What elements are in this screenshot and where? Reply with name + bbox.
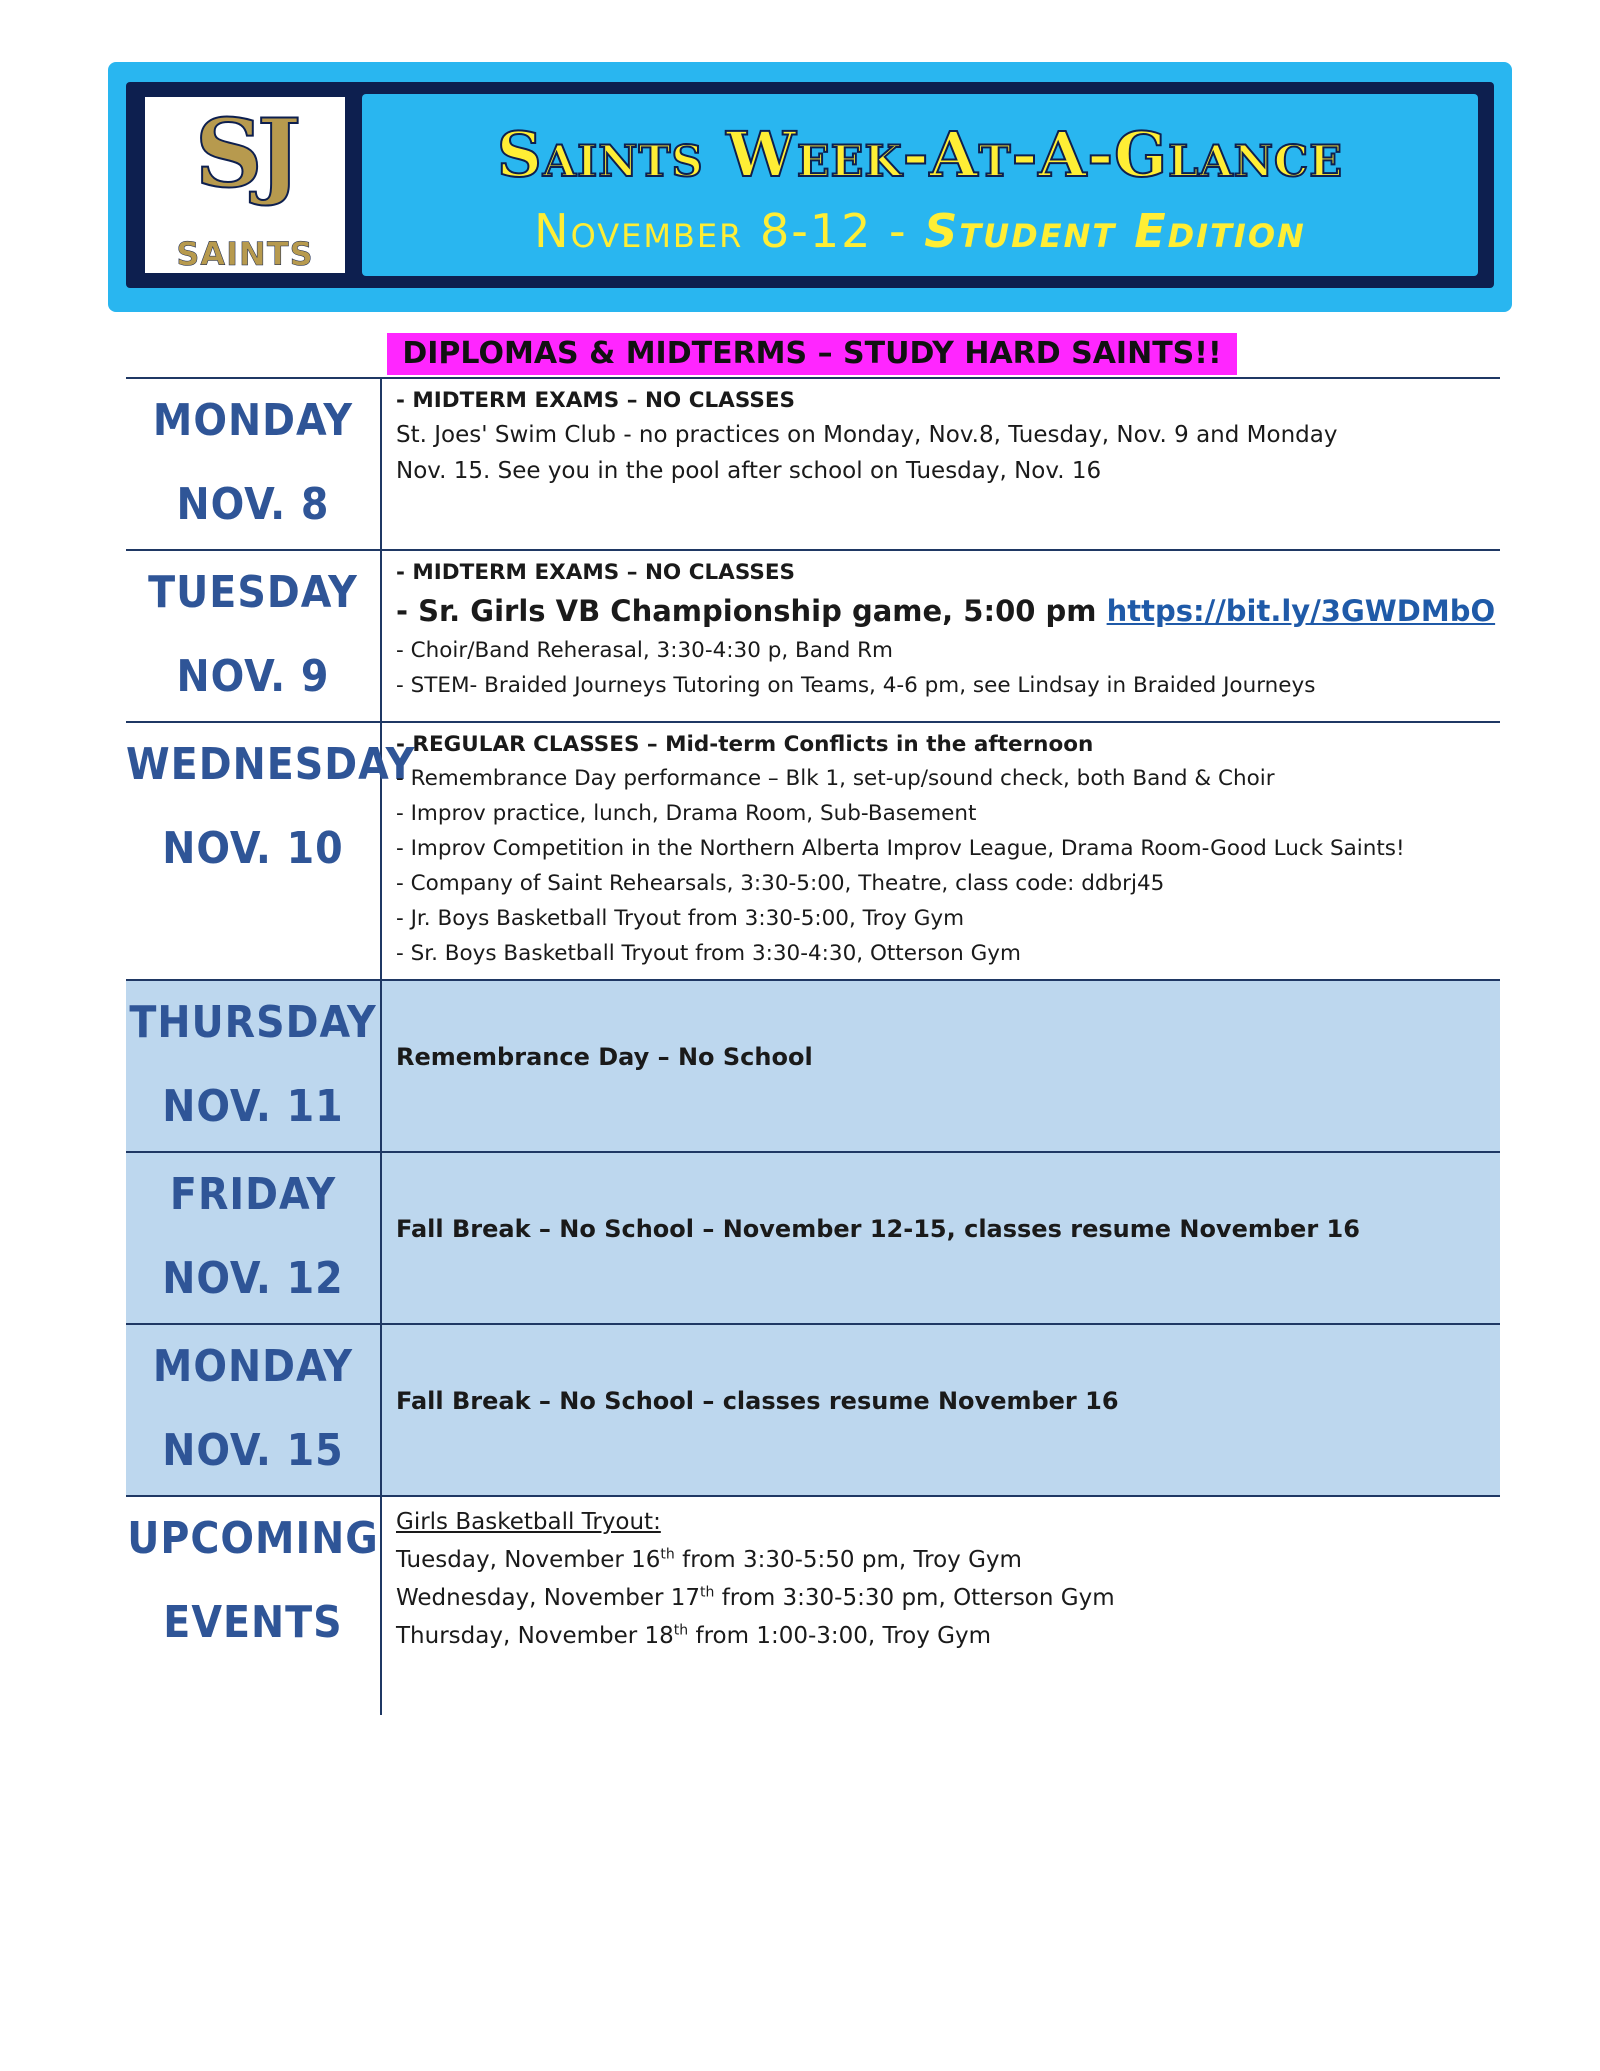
event-text: - Sr. Girls VB Championship game, 5:00 pm	[396, 594, 1107, 628]
day-name: WEDNESDAY	[126, 739, 416, 790]
day-cell	[126, 551, 382, 721]
logo-word: SAINTS	[176, 235, 314, 273]
header-banner-inner	[126, 82, 1494, 288]
schedule-row-monday-nov-8	[126, 377, 1500, 549]
day-name: FRIDAY	[169, 1169, 337, 1220]
schedule-row-upcoming-events	[126, 1495, 1500, 1715]
event-line: St. Joes' Swim Club - no practices on Monday, Nov.8, Tuesday, Nov. 9 and Monday	[396, 422, 1338, 448]
day-cell	[126, 1325, 382, 1495]
event-line: - Company of Saint Rehearsals, 3:30-5:00, Theatre, class code: ddbrj45	[396, 871, 1165, 896]
weekly-schedule	[126, 377, 1500, 1715]
event-line: - Improv practice, lunch, Drama Room, Sub-Basement	[396, 801, 977, 826]
upcoming-event	[396, 1579, 1492, 1617]
day-name: THURSDAY	[129, 997, 377, 1048]
ordinal-suffix: th	[660, 1546, 675, 1563]
event-line: Fall Break – No School – November 12-15, classes resume November 16	[396, 1215, 1360, 1243]
day-name: TUESDAY	[148, 567, 358, 618]
schedule-row-thursday-nov-11	[126, 979, 1500, 1151]
event-details: from 3:30-5:30 pm, Otterson Gym	[714, 1585, 1115, 1611]
event-line: - STEM- Braided Journeys Tutoring on Teams, 4-6 pm, see Lindsay in Braided Journeys	[396, 673, 1316, 698]
event-date: Wednesday, November 17	[396, 1585, 701, 1611]
header-banner	[108, 62, 1512, 312]
event-line: Fall Break – No School – classes resume November 16	[396, 1387, 1119, 1415]
event-line-featured	[396, 589, 1496, 633]
day-cell	[126, 1497, 382, 1715]
event-date: Tuesday, November 16	[396, 1547, 661, 1573]
event-date: Thursday, November 18	[396, 1623, 674, 1649]
ordinal-suffix: th	[700, 1584, 715, 1601]
day-cell	[126, 379, 382, 549]
page-title: Saints Week-At-A-Glance	[497, 118, 1343, 191]
day-content	[396, 729, 1492, 971]
event-line: Remembrance Day – No School	[396, 1043, 813, 1071]
event-line: - MIDTERM EXAMS – NO CLASSES	[396, 388, 795, 413]
day-content	[396, 1503, 1492, 1655]
day-cell	[126, 1153, 382, 1323]
event-line: - Remembrance Day performance – Blk 1, set-up/sound check, both Band & Choir	[396, 766, 1275, 791]
day-content	[396, 557, 1496, 703]
subtitle-dates: November 8-12 -	[534, 204, 925, 258]
event-line: - Choir/Band Reherasal, 3:30-4:30 p, Band Rm	[396, 638, 893, 663]
highlight-banner: DIPLOMAS & MIDTERMS – STUDY HARD SAINTS!!	[387, 333, 1237, 375]
day-date: NOV. 10	[162, 823, 344, 874]
page-subtitle	[362, 204, 1478, 258]
schedule-row-wednesday-nov-10	[126, 721, 1500, 979]
event-line: - REGULAR CLASSES – Mid-term Conflicts in the afternoon	[396, 732, 1094, 757]
subtitle-edition: Student Edition	[924, 204, 1306, 258]
upcoming-event	[396, 1541, 1492, 1579]
event-details: from 3:30-5:50 pm, Troy Gym	[674, 1547, 1022, 1573]
upcoming-heading: Girls Basketball Tryout:	[396, 1509, 661, 1535]
day-date: NOV. 15	[162, 1425, 344, 1476]
day-content	[396, 385, 1492, 489]
title-panel	[362, 94, 1478, 276]
day-name: MONDAY	[152, 395, 354, 446]
day-date: NOV. 12	[162, 1253, 344, 1304]
upcoming-event	[396, 1617, 1492, 1655]
day-cell	[126, 723, 416, 979]
ordinal-suffix: th	[673, 1622, 689, 1639]
event-line: - MIDTERM EXAMS – NO CLASSES	[396, 560, 795, 585]
day-cell	[126, 981, 382, 1151]
day-date: EVENTS	[163, 1597, 343, 1648]
day-name: UPCOMING	[127, 1513, 379, 1564]
day-name: MONDAY	[152, 1341, 354, 1392]
day-date: NOV. 8	[176, 479, 330, 530]
logo-letters: SJ	[194, 99, 296, 209]
day-date: NOV. 9	[176, 651, 330, 702]
championship-link[interactable]: https://bit.ly/3GWDMbO	[1106, 594, 1496, 628]
event-line: Nov. 15. See you in the pool after school on Tuesday, Nov. 16	[396, 458, 1102, 484]
event-line: - Sr. Boys Basketball Tryout from 3:30-4:30, Otterson Gym	[396, 941, 1021, 966]
schedule-row-monday-nov-15	[126, 1323, 1500, 1495]
event-line: - Jr. Boys Basketball Tryout from 3:30-5:00, Troy Gym	[396, 906, 965, 931]
schedule-row-tuesday-nov-9	[126, 549, 1500, 721]
event-line: - Improv Competition in the Northern Alberta Improv League, Drama Room-Good Luck Saints!	[396, 836, 1405, 861]
school-logo	[142, 94, 348, 276]
day-date: NOV. 11	[162, 1081, 344, 1132]
schedule-row-friday-nov-12	[126, 1151, 1500, 1323]
event-details: from 1:00-3:00, Troy Gym	[688, 1623, 991, 1649]
